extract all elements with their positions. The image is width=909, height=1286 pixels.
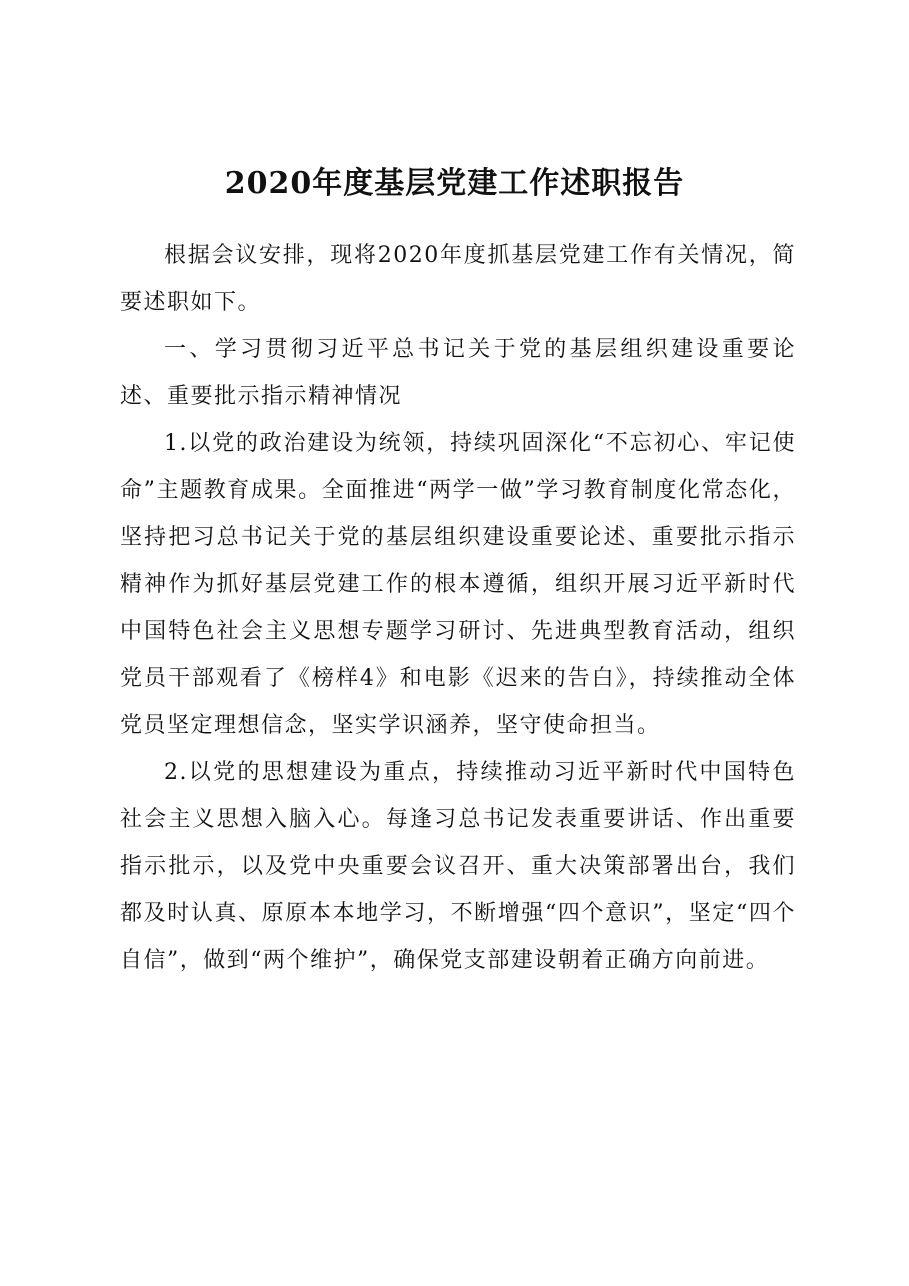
document-title: 2020年度基层党建工作述职报告 xyxy=(224,166,685,201)
paragraph-item-1: 1.以党的政治建设为统领，持续巩固深化“不忘初心、牢记使命”主题教育成果。全面推进“两学一做”学习教育制度化常态化，坚持把习总书记关于党的基层组织建设重要论述、重要批示指示精神作为抓好基层党建工作的根本遵循，组织开展习近平新时代中国特色社会主义思想专题学习研讨、先进典型教育活动，组织党员干部观看了《榜样4》和电影《迟来的告白》，持续推动全体党员坚定理想信念，坚实学识涵养，坚守使命担当。 xyxy=(120,431,796,738)
paragraph-item-2: 2.以党的思想建设为重点，持续推动习近平新时代中国特色社会主义思想入脑入心。每逢习总书记发表重要讲话、作出重要指示批示，以及党中央重要会议召开、重大决策部署出台，我们都及时认真、原原本本地学习，不断增强“四个意识”，坚定“四个自信”，做到“两个维护”，确保党支部建设朝着正确方向前进。 xyxy=(120,760,796,973)
section-heading-one: 一、学习贯彻习近平总书记关于党的基层组织建设重要论述、重要批示指示精神情况 xyxy=(120,337,796,409)
document-body xyxy=(120,232,796,984)
intro-paragraph: 根据会议安排，现将2020年度抓基层党建工作有关情况，简要述职如下。 xyxy=(120,243,796,315)
